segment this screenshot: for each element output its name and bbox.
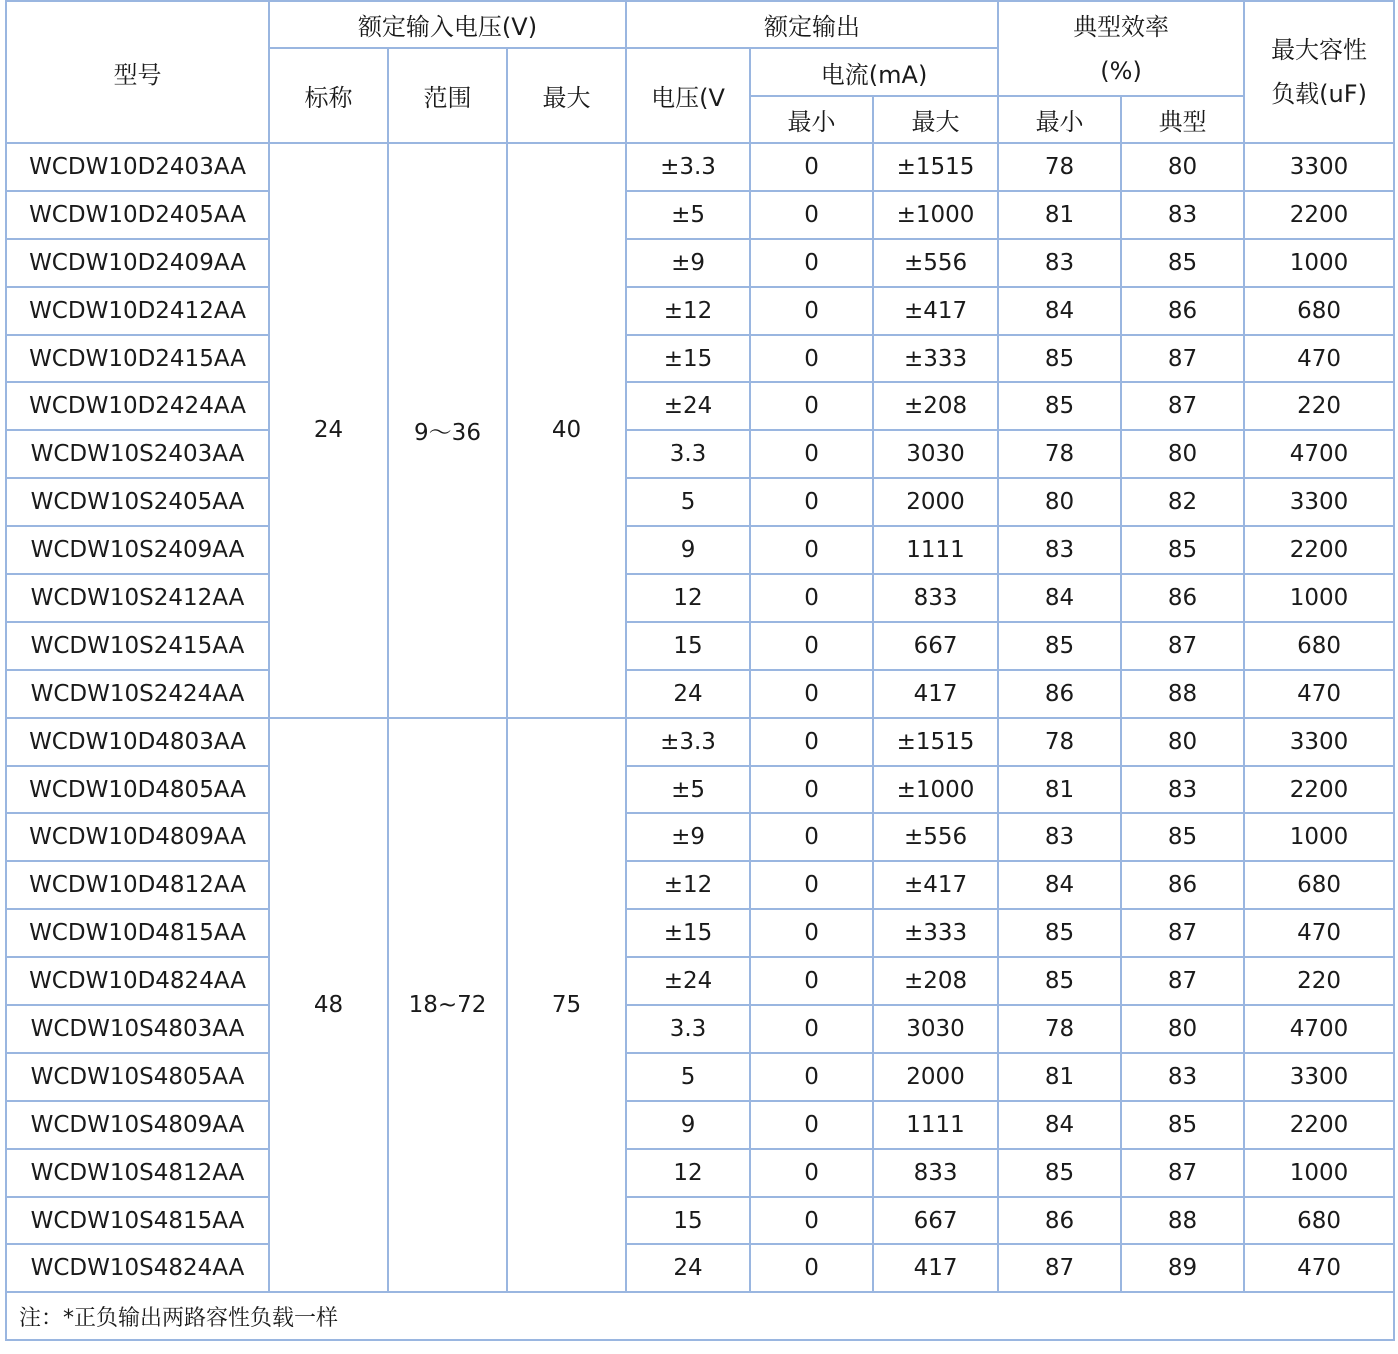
cell-model: WCDW10D2412AA xyxy=(6,287,269,335)
table-row xyxy=(6,191,1394,239)
cell-eff-min: 78 xyxy=(998,1005,1121,1053)
cell-cap-load: 1000 xyxy=(1244,574,1394,622)
header-max-input: 最大 xyxy=(507,48,626,143)
cell-cap-load: 1000 xyxy=(1244,1149,1394,1197)
cell-model: WCDW10D2415AA xyxy=(6,335,269,383)
cell-eff-min: 80 xyxy=(998,478,1121,526)
header-efficiency-line1: 典型效率 xyxy=(1073,12,1170,41)
cell-eff-min: 83 xyxy=(998,813,1121,861)
cell-eff-min: 84 xyxy=(998,574,1121,622)
cell-current-min: 0 xyxy=(750,335,873,383)
cell-current-min: 0 xyxy=(750,766,873,814)
cell-cap-load: 220 xyxy=(1244,957,1394,1005)
cell-current-max: ±417 xyxy=(873,287,998,335)
cell-eff-typ: 85 xyxy=(1121,1101,1244,1149)
cell-eff-typ: 89 xyxy=(1121,1244,1244,1292)
cell-current-min: 0 xyxy=(750,287,873,335)
cell-cap-load: 1000 xyxy=(1244,239,1394,287)
header-eff-min: 最小 xyxy=(998,96,1121,143)
cell-cap-load: 1000 xyxy=(1244,813,1394,861)
spec-table xyxy=(5,0,1395,1341)
table-row xyxy=(6,909,1394,957)
table-row xyxy=(6,430,1394,478)
cell-eff-min: 87 xyxy=(998,1244,1121,1292)
cell-input-nominal: 48 xyxy=(269,718,388,1293)
table-row xyxy=(6,239,1394,287)
cell-cap-load: 3300 xyxy=(1244,143,1394,191)
cell-current-max: 2000 xyxy=(873,478,998,526)
cell-current-max: ±556 xyxy=(873,813,998,861)
cell-current-min: 0 xyxy=(750,1149,873,1197)
cell-current-min: 0 xyxy=(750,622,873,670)
cell-output-voltage: ±12 xyxy=(626,287,750,335)
cell-current-max: 1111 xyxy=(873,526,998,574)
cell-cap-load: 2200 xyxy=(1244,526,1394,574)
cell-input-range: 9～36 xyxy=(388,143,507,718)
cell-eff-min: 84 xyxy=(998,287,1121,335)
cell-eff-min: 85 xyxy=(998,957,1121,1005)
cell-current-min: 0 xyxy=(750,957,873,1005)
cell-cap-load: 470 xyxy=(1244,1244,1394,1292)
header-rated-output: 额定输出 xyxy=(626,1,998,48)
table-row xyxy=(6,813,1394,861)
table-row xyxy=(6,1005,1394,1053)
cell-current-min: 0 xyxy=(750,718,873,766)
cell-eff-typ: 80 xyxy=(1121,430,1244,478)
cell-eff-min: 85 xyxy=(998,382,1121,430)
cell-model: WCDW10D4815AA xyxy=(6,909,269,957)
cell-cap-load: 3300 xyxy=(1244,478,1394,526)
cell-eff-typ: 87 xyxy=(1121,382,1244,430)
cell-eff-min: 84 xyxy=(998,1101,1121,1149)
cell-eff-typ: 87 xyxy=(1121,335,1244,383)
cell-model: WCDW10D4805AA xyxy=(6,766,269,814)
cell-eff-typ: 88 xyxy=(1121,670,1244,718)
cell-output-voltage: ±5 xyxy=(626,766,750,814)
cell-eff-min: 85 xyxy=(998,909,1121,957)
cell-eff-min: 85 xyxy=(998,622,1121,670)
cell-model: WCDW10D4812AA xyxy=(6,861,269,909)
cell-model: WCDW10S4803AA xyxy=(6,1005,269,1053)
cell-output-voltage: ±24 xyxy=(626,957,750,1005)
table-row xyxy=(6,287,1394,335)
cell-current-max: ±208 xyxy=(873,382,998,430)
cell-model: WCDW10D4809AA xyxy=(6,813,269,861)
cell-cap-load: 680 xyxy=(1244,1197,1394,1245)
cell-current-max: ±1000 xyxy=(873,191,998,239)
header-eff-typ: 典型 xyxy=(1121,96,1244,143)
footnote: 注：*正负输出两路容性负载一样 xyxy=(6,1292,1394,1340)
cell-eff-min: 85 xyxy=(998,1149,1121,1197)
cell-eff-typ: 83 xyxy=(1121,766,1244,814)
cell-output-voltage: 15 xyxy=(626,622,750,670)
cell-cap-load: 2200 xyxy=(1244,766,1394,814)
cell-eff-typ: 86 xyxy=(1121,574,1244,622)
table-row xyxy=(6,1244,1394,1292)
table-row xyxy=(6,1149,1394,1197)
cell-model: WCDW10D4824AA xyxy=(6,957,269,1005)
cell-output-voltage: ±5 xyxy=(626,191,750,239)
cell-current-max: ±333 xyxy=(873,335,998,383)
table-row xyxy=(6,143,1394,191)
cell-model: WCDW10S2409AA xyxy=(6,526,269,574)
cell-eff-min: 86 xyxy=(998,1197,1121,1245)
cell-cap-load: 470 xyxy=(1244,909,1394,957)
cell-output-voltage: ±9 xyxy=(626,239,750,287)
cell-current-min: 0 xyxy=(750,143,873,191)
cell-cap-load: 680 xyxy=(1244,287,1394,335)
cell-current-min: 0 xyxy=(750,239,873,287)
table-row xyxy=(6,718,1394,766)
cell-current-max: 417 xyxy=(873,670,998,718)
cell-model: WCDW10D2405AA xyxy=(6,191,269,239)
cell-model: WCDW10D2403AA xyxy=(6,143,269,191)
cell-eff-typ: 85 xyxy=(1121,239,1244,287)
header-range: 范围 xyxy=(388,48,507,143)
cell-eff-typ: 87 xyxy=(1121,909,1244,957)
cell-current-max: ±333 xyxy=(873,909,998,957)
cell-cap-load: 680 xyxy=(1244,622,1394,670)
table-row xyxy=(6,622,1394,670)
header-current-max: 最大 xyxy=(873,96,998,143)
cell-current-min: 0 xyxy=(750,1244,873,1292)
cell-current-max: 3030 xyxy=(873,430,998,478)
table-row xyxy=(6,861,1394,909)
cell-eff-min: 83 xyxy=(998,526,1121,574)
cell-output-voltage: 12 xyxy=(626,1149,750,1197)
cell-current-max: 2000 xyxy=(873,1053,998,1101)
header-cap-line2: 负载(uF) xyxy=(1271,80,1367,108)
cell-eff-typ: 86 xyxy=(1121,287,1244,335)
cell-model: WCDW10D2409AA xyxy=(6,239,269,287)
cell-eff-min: 81 xyxy=(998,1053,1121,1101)
cell-current-max: 667 xyxy=(873,622,998,670)
cell-output-voltage: 9 xyxy=(626,526,750,574)
cell-model: WCDW10S2415AA xyxy=(6,622,269,670)
cell-output-voltage: 5 xyxy=(626,1053,750,1101)
cell-current-min: 0 xyxy=(750,430,873,478)
table-row xyxy=(6,670,1394,718)
table-row xyxy=(6,1053,1394,1101)
cell-eff-typ: 87 xyxy=(1121,1149,1244,1197)
cell-current-max: 667 xyxy=(873,1197,998,1245)
cell-cap-load: 220 xyxy=(1244,382,1394,430)
cell-eff-typ: 80 xyxy=(1121,718,1244,766)
cell-current-max: ±1000 xyxy=(873,766,998,814)
cell-current-max: ±208 xyxy=(873,957,998,1005)
cell-current-min: 0 xyxy=(750,1101,873,1149)
cell-eff-typ: 85 xyxy=(1121,526,1244,574)
header-voltage: 电压(V xyxy=(626,48,750,143)
cell-eff-typ: 88 xyxy=(1121,1197,1244,1245)
cell-current-min: 0 xyxy=(750,1005,873,1053)
table-row xyxy=(6,1101,1394,1149)
cell-eff-min: 78 xyxy=(998,143,1121,191)
cell-current-max: 1111 xyxy=(873,1101,998,1149)
cell-model: WCDW10S2412AA xyxy=(6,574,269,622)
cell-eff-typ: 87 xyxy=(1121,957,1244,1005)
cell-cap-load: 680 xyxy=(1244,861,1394,909)
cell-output-voltage: ±9 xyxy=(626,813,750,861)
cell-cap-load: 3300 xyxy=(1244,1053,1394,1101)
cell-input-range: 18~72 xyxy=(388,718,507,1293)
cell-eff-typ: 85 xyxy=(1121,813,1244,861)
cell-input-max: 75 xyxy=(507,718,626,1293)
cell-eff-min: 84 xyxy=(998,861,1121,909)
header-model: 型号 xyxy=(6,1,269,143)
cell-output-voltage: 24 xyxy=(626,1244,750,1292)
cell-eff-min: 81 xyxy=(998,766,1121,814)
cell-current-max: ±1515 xyxy=(873,143,998,191)
table-row xyxy=(6,574,1394,622)
cell-current-min: 0 xyxy=(750,478,873,526)
cell-current-min: 0 xyxy=(750,382,873,430)
cell-eff-min: 78 xyxy=(998,718,1121,766)
header-efficiency xyxy=(998,1,1244,96)
cell-current-max: ±1515 xyxy=(873,718,998,766)
cell-model: WCDW10S4815AA xyxy=(6,1197,269,1245)
cell-model: WCDW10S4809AA xyxy=(6,1101,269,1149)
table-row xyxy=(6,478,1394,526)
table-row xyxy=(6,382,1394,430)
cell-output-voltage: 3.3 xyxy=(626,430,750,478)
header-capacitive-load xyxy=(1244,1,1394,143)
cell-current-max: 417 xyxy=(873,1244,998,1292)
cell-eff-min: 86 xyxy=(998,670,1121,718)
cell-input-nominal: 24 xyxy=(269,143,388,718)
table-row xyxy=(6,766,1394,814)
cell-current-min: 0 xyxy=(750,861,873,909)
header-cap-line1: 最大容性 xyxy=(1271,36,1368,64)
table-row xyxy=(6,1197,1394,1245)
cell-output-voltage: ±15 xyxy=(626,335,750,383)
cell-eff-typ: 83 xyxy=(1121,1053,1244,1101)
cell-cap-load: 470 xyxy=(1244,335,1394,383)
cell-eff-min: 81 xyxy=(998,191,1121,239)
cell-eff-min: 85 xyxy=(998,335,1121,383)
cell-current-min: 0 xyxy=(750,574,873,622)
cell-model: WCDW10S4812AA xyxy=(6,1149,269,1197)
cell-current-max: 833 xyxy=(873,1149,998,1197)
cell-eff-typ: 80 xyxy=(1121,1005,1244,1053)
cell-model: WCDW10S4824AA xyxy=(6,1244,269,1292)
table-row xyxy=(6,957,1394,1005)
cell-current-min: 0 xyxy=(750,813,873,861)
cell-output-voltage: ±24 xyxy=(626,382,750,430)
cell-output-voltage: 5 xyxy=(626,478,750,526)
cell-output-voltage: 12 xyxy=(626,574,750,622)
cell-current-max: ±417 xyxy=(873,861,998,909)
header-nominal: 标称 xyxy=(269,48,388,143)
cell-model: WCDW10S2403AA xyxy=(6,430,269,478)
cell-cap-load: 4700 xyxy=(1244,430,1394,478)
table-body xyxy=(6,143,1394,1292)
cell-cap-load: 4700 xyxy=(1244,1005,1394,1053)
cell-model: WCDW10S4805AA xyxy=(6,1053,269,1101)
cell-eff-typ: 83 xyxy=(1121,191,1244,239)
table-row xyxy=(6,335,1394,383)
cell-cap-load: 470 xyxy=(1244,670,1394,718)
cell-output-voltage: ±15 xyxy=(626,909,750,957)
cell-output-voltage: 3.3 xyxy=(626,1005,750,1053)
cell-current-min: 0 xyxy=(750,1197,873,1245)
cell-eff-typ: 86 xyxy=(1121,861,1244,909)
cell-current-min: 0 xyxy=(750,526,873,574)
cell-cap-load: 2200 xyxy=(1244,191,1394,239)
header-current: 电流(mA) xyxy=(750,48,998,96)
cell-cap-load: 3300 xyxy=(1244,718,1394,766)
cell-output-voltage: ±12 xyxy=(626,861,750,909)
cell-current-min: 0 xyxy=(750,670,873,718)
cell-output-voltage: 9 xyxy=(626,1101,750,1149)
cell-output-voltage: 24 xyxy=(626,670,750,718)
cell-eff-typ: 87 xyxy=(1121,622,1244,670)
cell-output-voltage: ±3.3 xyxy=(626,718,750,766)
cell-input-max: 40 xyxy=(507,143,626,718)
cell-eff-min: 78 xyxy=(998,430,1121,478)
header-efficiency-line2: (%) xyxy=(1100,56,1142,85)
cell-output-voltage: 15 xyxy=(626,1197,750,1245)
cell-model: WCDW10S2424AA xyxy=(6,670,269,718)
header-rated-input: 额定输入电压(V) xyxy=(269,1,626,48)
cell-model: WCDW10D4803AA xyxy=(6,718,269,766)
cell-current-max: 833 xyxy=(873,574,998,622)
cell-current-max: 3030 xyxy=(873,1005,998,1053)
table-row xyxy=(6,526,1394,574)
cell-model: WCDW10S2405AA xyxy=(6,478,269,526)
cell-current-min: 0 xyxy=(750,909,873,957)
cell-cap-load: 2200 xyxy=(1244,1101,1394,1149)
header-current-min: 最小 xyxy=(750,96,873,143)
cell-eff-min: 83 xyxy=(998,239,1121,287)
cell-model: WCDW10D2424AA xyxy=(6,382,269,430)
cell-current-min: 0 xyxy=(750,191,873,239)
cell-eff-typ: 80 xyxy=(1121,143,1244,191)
cell-current-max: ±556 xyxy=(873,239,998,287)
cell-current-min: 0 xyxy=(750,1053,873,1101)
cell-output-voltage: ±3.3 xyxy=(626,143,750,191)
cell-eff-typ: 82 xyxy=(1121,478,1244,526)
